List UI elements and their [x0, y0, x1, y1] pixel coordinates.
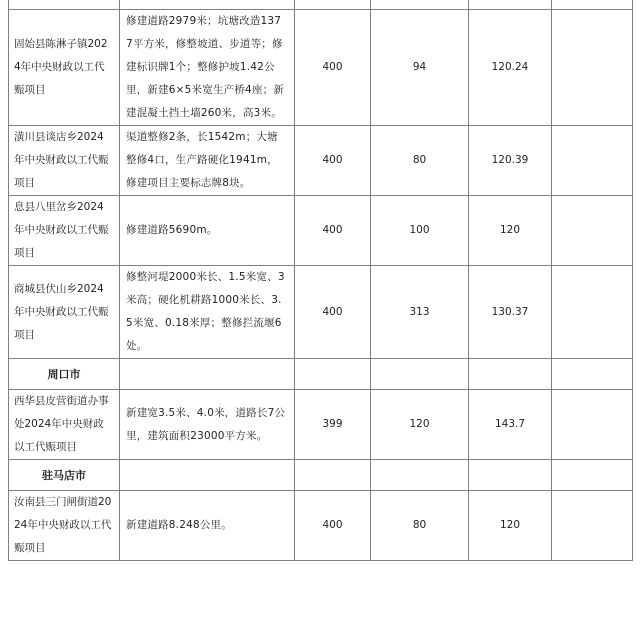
table-row	[9, 266, 633, 359]
project-name: 汝南县三门闸街道2024年中央财政以工代赈项目	[9, 491, 120, 561]
region-row	[9, 359, 633, 390]
project-description: 修建道路2979米；坑塘改造1377平方米，修整坡道、步道等；修建标识牌1个；整修护坡1.42公里，新建6×5米宽生产桥4座；新建混凝土挡土墙260米，高3米。	[120, 10, 295, 126]
value-cell: 120.39	[469, 126, 552, 196]
value-cell: 80	[371, 491, 469, 561]
table-row	[9, 390, 633, 460]
value-cell: 100	[371, 196, 469, 266]
project-name: 固始县陈淋子镇2024年中央财政以工代赈项目	[9, 10, 120, 126]
project-description: 新建道路8.248公里。	[120, 491, 295, 561]
value-cell: 400	[295, 126, 371, 196]
empty-cell	[552, 491, 633, 561]
empty-cell	[552, 266, 633, 359]
value-cell: 400	[295, 266, 371, 359]
value-cell: 400	[295, 10, 371, 126]
project-name: 西华县皮营街道办事处2024年中央财政以工代赈项目	[9, 390, 120, 460]
project-description: 修整河堤2000米长、1.5米宽、3米高；硬化机耕路1000米长、3.5米宽、0.18米厚；整修拦流堰6处。	[120, 266, 295, 359]
project-name: 潢川县谈店乡2024年中央财政以工代赈项目	[9, 126, 120, 196]
value-cell: 313	[371, 266, 469, 359]
empty-cell	[552, 10, 633, 126]
table-row	[9, 491, 633, 561]
project-description: 新建宽3.5米、4.0米，道路长7公里，建筑面积23000平方米。	[120, 390, 295, 460]
value-cell: 120.24	[469, 10, 552, 126]
value-cell: 400	[295, 196, 371, 266]
value-cell: 94	[371, 10, 469, 126]
table-row	[9, 126, 633, 196]
table-row	[9, 196, 633, 266]
region-heading: 周口市	[9, 359, 120, 390]
project-description: 渠道整修2条，长1542m；大塘整修4口，生产路硬化1941m，修建项目主要标志牌8块。	[120, 126, 295, 196]
project-description: 修建道路5690m。	[120, 196, 295, 266]
value-cell: 120	[469, 491, 552, 561]
project-table	[8, 0, 633, 561]
value-cell: 400	[295, 491, 371, 561]
region-heading: 驻马店市	[9, 460, 120, 491]
value-cell: 143.7	[469, 390, 552, 460]
value-cell: 399	[295, 390, 371, 460]
value-cell: 120	[371, 390, 469, 460]
empty-cell	[552, 196, 633, 266]
table-row-top-edge	[9, 0, 633, 10]
value-cell: 130.37	[469, 266, 552, 359]
table-row	[9, 10, 633, 126]
value-cell: 120	[469, 196, 552, 266]
project-name: 商城县伏山乡2024年中央财政以工代赈项目	[9, 266, 120, 359]
project-name: 息县八里岔乡2024年中央财政以工代赈项目	[9, 196, 120, 266]
empty-cell	[552, 390, 633, 460]
value-cell: 80	[371, 126, 469, 196]
empty-cell	[552, 126, 633, 196]
region-row	[9, 460, 633, 491]
